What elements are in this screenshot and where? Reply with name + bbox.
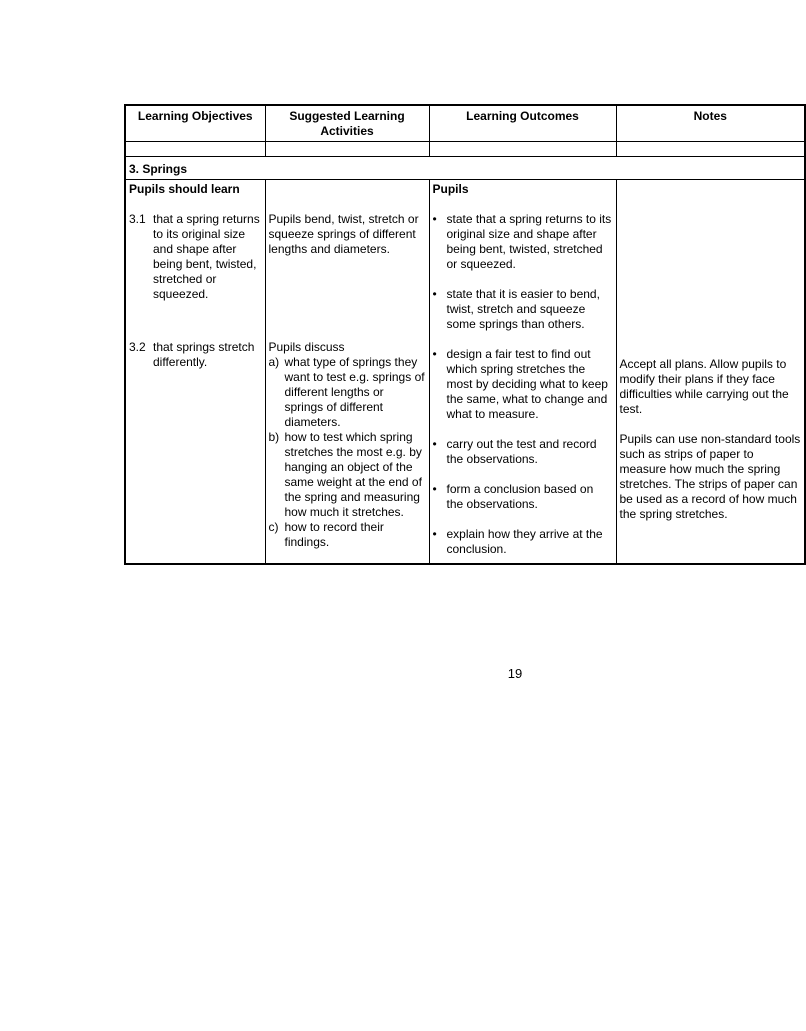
objectives-intro: Pupils should learn [129,182,240,196]
objectives-cell [125,180,265,565]
note-plans: Accept all plans. Allow pupils to modify their plans if they face difficulties while carrying out the test. [619,357,789,416]
section-title: 3. Springs [125,157,805,180]
note-tools: Pupils can use non-standard tools such as strips of paper to measure how much the spring stretches. The strips of paper can be used as a record of how much the spring stretches. [619,432,801,521]
header-row [125,105,805,142]
header-suggested-activities: Suggested Learning Activities [265,105,429,142]
objective-3-1 [129,212,262,302]
objective-text: that springs stretch differently. [153,340,255,369]
list-item: • carry out the test and record the observations. [432,437,597,466]
list-item: c) how to record their findings. [268,520,384,549]
curriculum-table [124,104,806,565]
header-notes: Notes [616,105,805,142]
activity-list [269,355,426,550]
list-item: • design a fair test to find out which spring stretches the most by deciding what to keep the same, what to change and what to measure. [432,347,608,421]
list-item: • state that it is easier to bend, twist, stretch and squeeze some springs than others. [432,287,600,331]
activities-cell [265,180,429,565]
objective-number: 3.1 [129,212,146,226]
curriculum-table-wrapper [124,104,801,607]
header-learning-outcomes: Learning Outcomes [429,105,616,142]
section-row [125,157,805,180]
objective-3-2 [129,340,262,370]
list-item: • explain how they arrive at the conclusion. [432,527,603,556]
list-item: • form a conclusion based on the observations. [432,482,594,511]
list-item: • state that a spring returns to its original size and shape after being bent, twisted, stretched or squeezed. [432,212,612,271]
page-number: 19 [507,666,523,681]
list-item: a) what type of springs they want to test e.g. springs of different lengths or springs of different diameters. [268,355,425,429]
notes-cell [616,180,805,565]
content-row [125,180,805,565]
activity-intro: Pupils discuss [268,340,345,354]
header-learning-objectives: Learning Objectives [125,105,265,142]
list-item: b) how to test which spring stretches the most e.g. by hanging an object of the same weight at the end of the spring and measuring how much it stretches. [268,430,422,519]
outcomes-list-3-2 [433,347,613,557]
outcomes-intro: Pupils [432,182,469,196]
spacer-row [125,142,805,157]
objective-number: 3.2 [129,340,146,354]
outcomes-cell [429,180,616,565]
outcomes-list-3-1 [433,212,613,332]
activity-3-1: Pupils bend, twist, stretch or squeeze springs of different lengths and diameters. [268,212,419,256]
objective-text: that a spring returns to its original size and shape after being bent, twisted, stretched or squeezed. [153,212,260,301]
